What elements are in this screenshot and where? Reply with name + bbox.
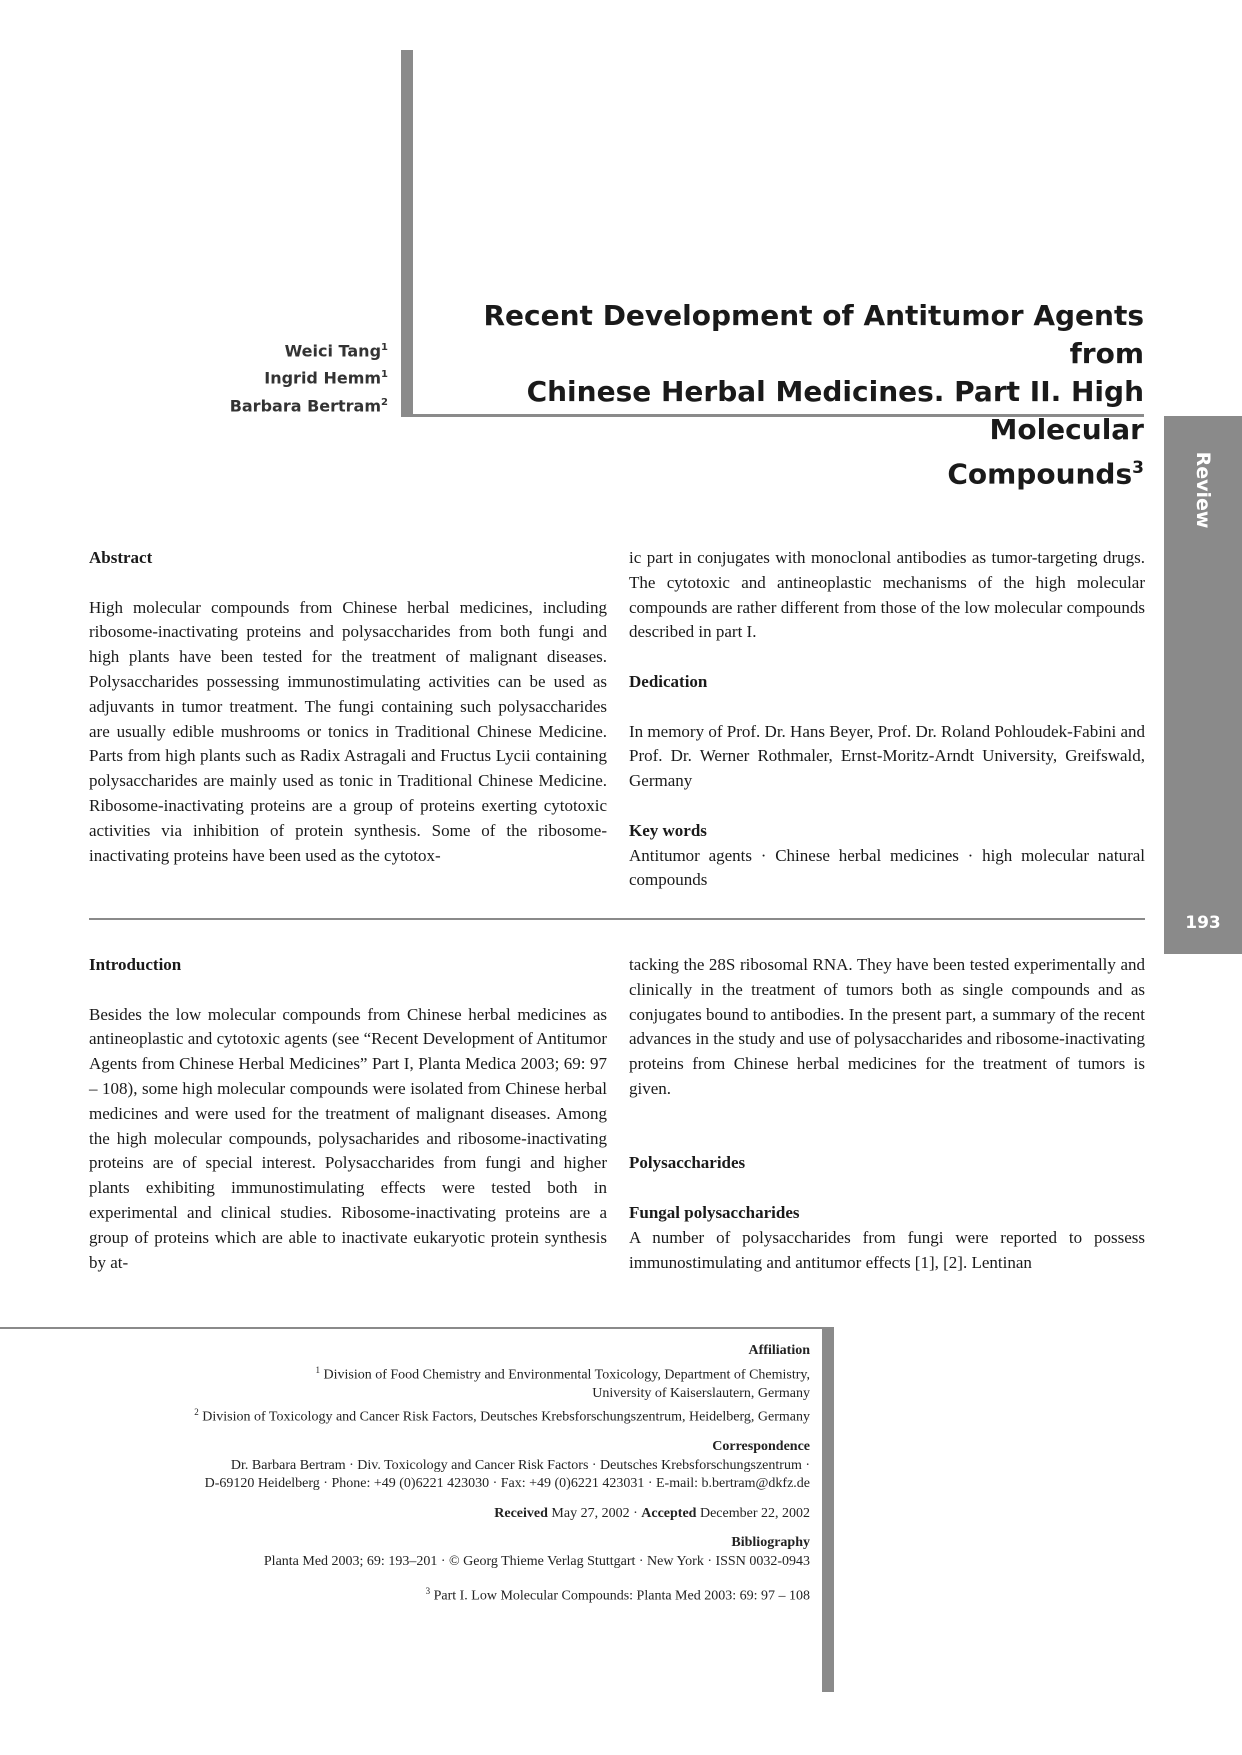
article-footer xyxy=(40,1342,810,1606)
bibliography-heading: Bibliography xyxy=(731,1535,810,1551)
correspondence-line: D-69120 Heidelberg · Phone: +49 (0)6221 423030 · Fax: +49 (0)6221 423031 · E-mail: b.bertram@dkfz.de xyxy=(204,1476,810,1492)
dates-line: Received May 27, 2002 · Accepted December 22, 2002 xyxy=(494,1505,810,1521)
section-divider xyxy=(89,918,1145,920)
affiliation-2: Division of Toxicology and Cancer Risk Factors, Deutsches Krebsforschungszentrum, Heidelberg, Germany xyxy=(202,1409,810,1425)
affiliation-1-cont: University of Kaiserslautern, Germany xyxy=(592,1385,810,1401)
abstract-text-continued: ic part in conjugates with monoclonal antibodies as tumor-targeting drugs. The cytotoxic and antineoplastic mechanisms of the high molecular compounds are rather different from those of the low molecular compounds described in part I. xyxy=(629,548,1145,642)
introduction-text-continued: tacking the 28S ribosomal RNA. They have been tested experimentally and clinically in the treatment of tumors both as single compounds and as conjugates bound to antibodies. In the present part, a summary of the recent advances in the study and use of polysaccharides and ribosome-inactivating proteins from Chinese herbal medicines for the treatment of tumors is given. xyxy=(629,955,1145,1098)
polysaccharides-heading: Polysaccharides xyxy=(629,1153,746,1173)
keywords-text: Antitumor agents · Chinese herbal medicines · high molecular natural compounds xyxy=(629,845,1145,890)
correspondence-line: Dr. Barbara Bertram · Div. Toxicology and Cancer Risk Factors · Deutsches Krebsforschungszentrum · xyxy=(230,1457,810,1473)
author: Weici Tang$^1$ xyxy=(284,341,388,361)
header-vertical-bar xyxy=(401,50,413,417)
abstract-column-left xyxy=(89,546,607,868)
page-number: 193 xyxy=(1185,913,1221,933)
dedication-text: In memory of Prof. Dr. Hans Beyer, Prof. Dr. Roland Pohloudek-Fabini and Prof. Dr. Werner Rothmaler, Ernst-Moritz-Arndt University, Greifswald, Germany xyxy=(629,721,1145,791)
dedication-heading: Dedication xyxy=(629,671,708,691)
abstract-heading: Abstract xyxy=(89,548,153,567)
footer-rule xyxy=(0,1327,822,1329)
polysaccharides-text: A number of polysaccharides from fungi were reported to possess immunostimulating and antitumor effects [1], [2]. Lentinan xyxy=(629,1227,1145,1272)
introduction-text: Besides the low molecular compounds from Chinese herbal medicines as antineoplastic and cytotoxic agents (see “Recent Development of Antitumor Agents from Chinese Herbal Medicines” Part I, Planta Medica 2003; 69: 97 – 108), some high molecular compounds were isolated from Chinese herbal medicines and were used for the treatment of malignant diseases. Among the high molecular compounds, polysacharides and ribosome-inactivating proteins are of special interest. Polysaccharides from fungi and higher plants exhibiting immunostimulating effects were tested both in experimental and clinical studies. Ribosome-inactivating proteins are a group of proteins which are able to inactivate eukaryotic protein synthesis by at- xyxy=(89,1004,607,1272)
bibliography-text: Planta Med 2003; 69: 193–201 · © Georg Thieme Verlag Stuttgart · New York · ISSN 0032-0943 xyxy=(263,1553,810,1569)
affiliation-1: Division of Food Chemistry and Environmental Toxicology, Department of Chemistry, xyxy=(323,1367,810,1383)
author: Ingrid Hemm$^1$ xyxy=(264,368,388,388)
correspondence-heading: Correspondence xyxy=(712,1439,810,1455)
fungal-polysaccharides-heading: Fungal polysaccharides xyxy=(629,1202,800,1222)
affiliation-block: Affiliation $^1$ Division of Food Chemistry and Environmental Toxicology, Department of Chemistry, University of Kaiserslautern, Germany $^2$ Division of Toxicology and Cancer Risk Factors, Deutsches Krebsforschungszentrum, Heidelberg, Germany xyxy=(40,1342,810,1427)
section-label: Review xyxy=(1192,451,1214,529)
author: Barbara Bertram$^2$ xyxy=(229,395,388,415)
abstract-text: High molecular compounds from Chinese herbal medicines, including ribosome-inactivating proteins and polysaccharides from both fungi and high plants have been tested for the treatment of malignant diseases. Polysaccharides possessing immunostimulating activities can be used as adjuvants in tumor treatment. The fungi containing such polysaccharides are usually edible mushrooms or tonics in Traditional Chinese Medicine. Parts from high plants such as Radix Astragali and Fructus Lycii containing polysaccharides are mainly used as tonic in Traditional Chinese Medicine. Ribosome-inactivating proteins are a group of proteins exerting cytotoxic activities via inhibition of protein synthesis. Some of the ribosome-inactivating proteins have been used as the cytotox- xyxy=(89,597,607,865)
footer-vertical-bar xyxy=(822,1327,834,1692)
introduction-heading: Introduction xyxy=(89,955,182,974)
introduction-column-right xyxy=(629,953,1145,1275)
bibliography-block xyxy=(40,1534,810,1571)
article-title: Recent Development of Antitumor Agents from Chinese Herbal Medicines. Part II. High Molecular Compounds$^3$ xyxy=(483,299,1144,491)
affiliation-heading: Affiliation xyxy=(748,1343,810,1358)
abstract-column-right xyxy=(629,546,1145,893)
correspondence-block xyxy=(40,1438,810,1494)
introduction-column-left xyxy=(89,953,607,1275)
author-list xyxy=(230,336,388,418)
footnote: $^3$ Part I. Low Molecular Compounds: Planta Med 2003: 69: 97 – 108 xyxy=(425,1586,810,1604)
keywords-heading: Key words xyxy=(629,820,707,840)
